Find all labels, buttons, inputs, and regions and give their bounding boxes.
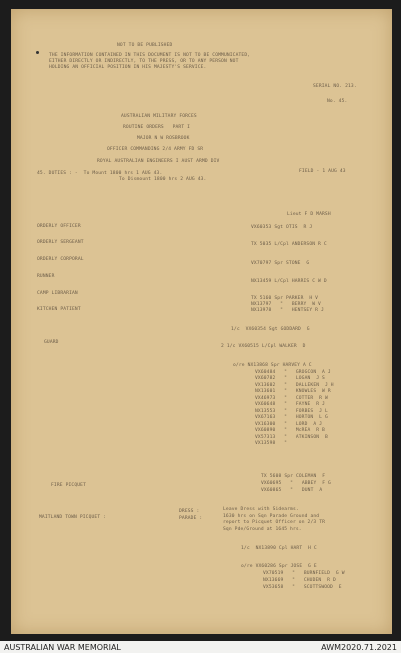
warning-line-3: HOLDING AN OFFICIAL POSITION IN HIS MAJESTY'S SERVICE. [49,65,207,70]
row-entry: NX13978 " HENTSEY R J [251,308,324,313]
guard-entry: VX46973 " COTTER R W [255,396,328,401]
guard-entry: NX13601 " KNOWLES W R [255,389,331,394]
duties-line-2: To Dismount 1800 hrs 2 AUG 43. [119,177,207,182]
maitland-label: MAITLAND TOWN PICQUET : [39,515,107,520]
picquet-entry: o/re VX60286 Spr JOSE G E [241,564,317,569]
guard-entry: VX16300 " LORD A J [255,422,323,427]
guard-entry: NX13553 " FORBES J L [255,409,328,414]
punch-hole [36,51,39,54]
footer-institution: AUSTRALIAN WAR MEMORIAL [4,643,121,652]
picquet-entry: NX13669 " CHUDEN R D [263,578,336,583]
row-entry: VX70797 Spr STONE G [251,261,310,266]
picquet-entry: VX70519 " BURNFIELD G W [263,571,345,576]
document-page [11,9,392,634]
guard-entry: 2 1/c VX60515 L/Cpl WALKER D [221,344,306,349]
serial-number: SERIAL NO. 213. [313,84,357,89]
warning-line-2: EITHER DIRECTLY OR INDIRECTLY, TO THE PRESS, OR TO ANY PERSON NOT [49,59,239,64]
row-label: ORDERLY CORPORAL [37,257,84,262]
guard-label: GUARD [44,340,59,345]
guard-entry: 1/c VX60354 Sgt GODDARD G [231,327,310,332]
maitland-text: Sqn Pde/Ground at 1645 hrs. [223,527,302,532]
guard-entry: VX57313 " ATKINSON B [255,435,328,440]
maitland-dress-label: DRESS : [179,509,200,514]
row-entry: NX13797 " BERRY W V [251,302,321,307]
guard-entry: VX60782 " LOGAN J S [255,376,325,381]
field-date: FIELD - 1 AUG 43 [299,169,346,174]
title-officer: OFFICER COMMANDING 2/4 ARMY FD SR [107,147,204,152]
title-engineers: ROYAL AUSTRALIAN ENGINEERS I AUST ARMD DIV [97,159,220,164]
order-number: No. 45. [327,99,348,104]
fire-entry: VX60695 " ABBEY F G [261,481,331,486]
row-entry: TX 5160 Spr PARKER H V [251,296,319,301]
title-routine-orders: ROUTINE ORDERS PART I [123,125,191,130]
fire-picquet-label: FIRE PICQUET [51,483,86,488]
warning-line-1: THE INFORMATION CONTAINED IN THIS DOCUMENT IS NOT TO BE COMMUNICATED, [49,53,251,58]
row-label: RUNNER [37,274,55,279]
title-major: MAJOR N W ROSBROOK [137,136,190,141]
maitland-text: report to Picquet Officer on 2/3 TR [223,520,326,525]
row-label: CAMP LIBRARIAN [37,291,78,296]
row-label: ORDERLY OFFICER [37,224,81,229]
guard-entry: VX60648 " FAYNE R J [255,402,325,407]
guard-entry: VX13602 " DALLEKEN J H [255,383,334,388]
row-entry: NX13459 L/Cpl HARRIS C W D [251,279,327,284]
picquet-entry: VX53658 " SCOTTSWOOD E [263,585,342,590]
guard-entry: VX67163 " HORTON L G [255,415,328,420]
guard-entry: VX60890 " McREA R B [255,428,325,433]
doc-header: NOT TO BE PUBLISHED [117,43,173,48]
row-entry: Lieut F D MARSH [287,212,331,217]
picquet-entry: 1/c NX13890 Cpl HART H C [241,546,317,551]
fire-entry: VX60865 " DUNT A [261,488,323,493]
guard-entry: VX60484 " GROGCON A J [255,370,331,375]
footer-bar [0,641,401,653]
maitland-parade-label: PARADE : [179,516,203,521]
footer-accession-id: AWM2020.71.2021 [321,643,397,652]
row-label: KITCHEN PATIENT [37,307,81,312]
fire-entry: TX 5608 Spr COLEMAN F [261,474,326,479]
maitland-text: 1630 hrs on Sqn Parade Ground and [223,514,320,519]
guard-entry: o/re NX13868 Spr HARVEY A C [233,363,312,368]
guard-entry: VX13598 " [255,441,296,446]
title-forces: AUSTRALIAN MILITARY FORCES [121,114,197,119]
row-entry: VX60353 Sgt OTIS R J [251,225,313,230]
row-entry: TX 5035 L/Cpl ANDERSON R C [251,242,327,247]
duties-line-1: 45. DUTIES : - To Mount 1800 hrs 1 AUG 43. [37,171,163,176]
maitland-text: Leave Dress with Sidearms. [223,507,299,512]
row-label: ORDERLY SERGEANT [37,240,84,245]
